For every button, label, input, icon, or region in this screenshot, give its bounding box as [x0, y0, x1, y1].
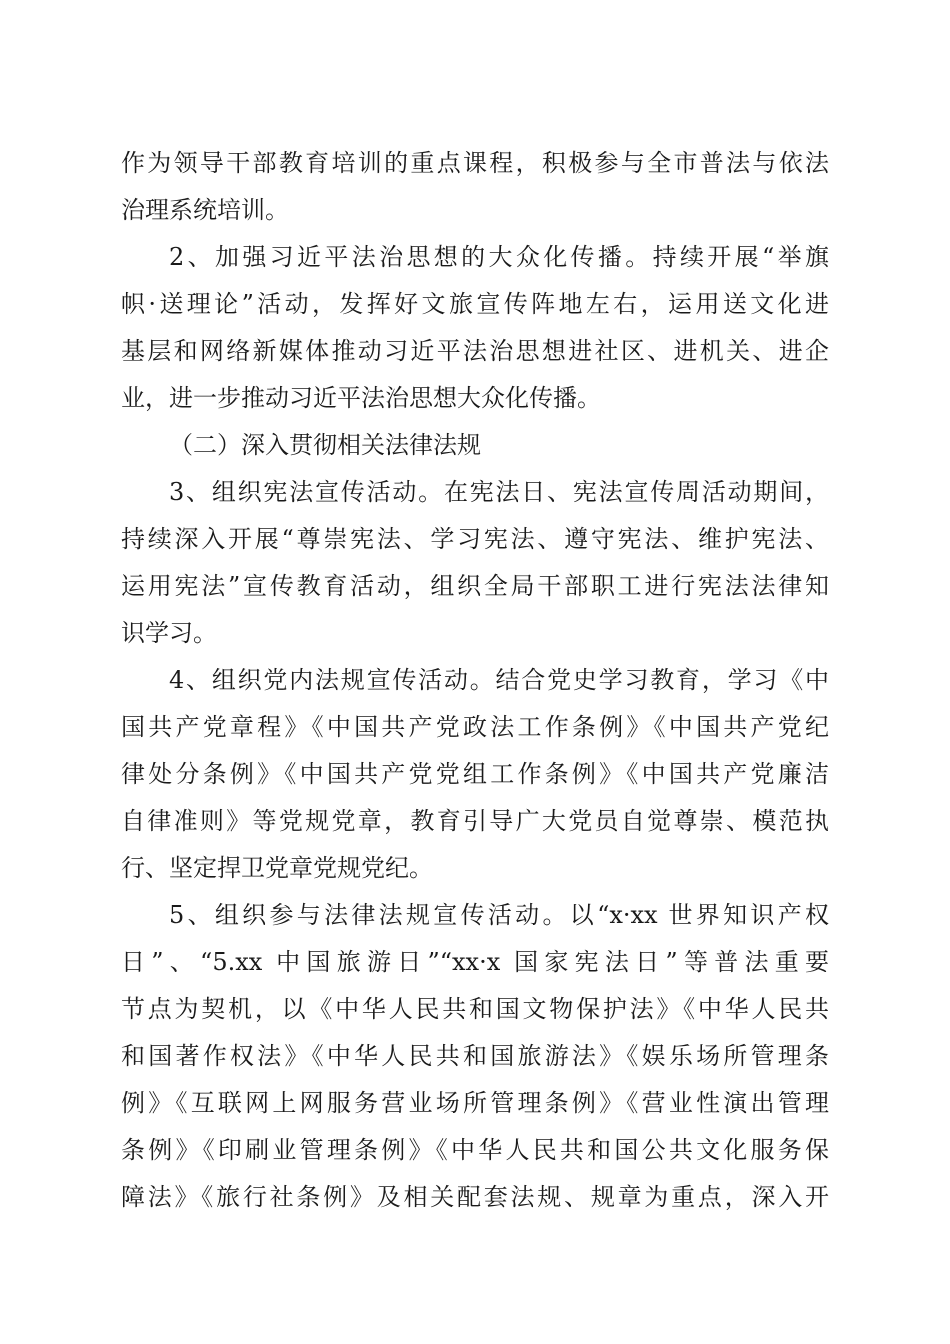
text-line: 条例》《印刷业管理条例》《中华人民共和国公共文化服务保: [121, 1136, 829, 1164]
text-line: 帜·送理论”活动，发挥好文旅宣传阵地左右，运用送文化进: [121, 290, 829, 318]
text-line: 治理系统培训。: [121, 196, 289, 224]
text-line: 识学习。: [121, 619, 217, 647]
text-line: 行、坚定捍卫党章党规党纪。: [121, 854, 433, 882]
text-line: 障法》《旅行社条例》及相关配套法规、规章为重点，深入开: [121, 1183, 829, 1211]
text-line: 作为领导干部教育培训的重点课程，积极参与全市普法与依法: [121, 149, 829, 177]
text-line: 运用宪法”宣传教育活动，组织全局干部职工进行宪法法律知: [121, 572, 829, 600]
body-text: [121, 140, 829, 1221]
paragraph-start-line: 4、组织党内法规宣传活动。结合党史学习教育，学习《中: [169, 666, 829, 694]
text-line: 自律准则》等党规党章，教育引导广大党员自觉尊崇、模范执: [121, 807, 829, 835]
paragraph-start-line: 3、组织宪法宣传活动。在宪法日、宪法宣传周活动期间，: [169, 478, 829, 506]
text-line: 业，进一步推动习近平法治思想大众化传播。: [121, 384, 601, 412]
text-line: 节点为契机，以《中华人民共和国文物保护法》《中华人民共: [121, 995, 829, 1023]
text-line: 例》《互联网上网服务营业场所管理条例》《营业性演出管理: [121, 1089, 829, 1117]
text-line: 国共产党章程》《中国共产党政法工作条例》《中国共产党纪: [121, 713, 829, 741]
paragraph-start-line: 5、组织参与法律法规宣传活动。以“x·xx 世界知识产权: [169, 901, 829, 929]
text-line: 持续深入开展“尊崇宪法、学习宪法、遵守宪法、维护宪法、: [121, 525, 829, 553]
text-line: 日”、“5.xx 中国旅游日”“xx·x 国家宪法日”等普法重要: [121, 948, 829, 976]
text-line: 和国著作权法》《中华人民共和国旅游法》《娱乐场所管理条: [121, 1042, 829, 1070]
text-line: 基层和网络新媒体推动习近平法治思想进社区、进机关、进企: [121, 337, 829, 365]
paragraph-start-line: 2、加强习近平法治思想的大众化传播。持续开展“举旗: [169, 243, 829, 271]
section-heading: （二）深入贯彻相关法律法规: [169, 431, 481, 459]
text-line: 律处分条例》《中国共产党党组工作条例》《中国共产党廉洁: [121, 760, 829, 788]
